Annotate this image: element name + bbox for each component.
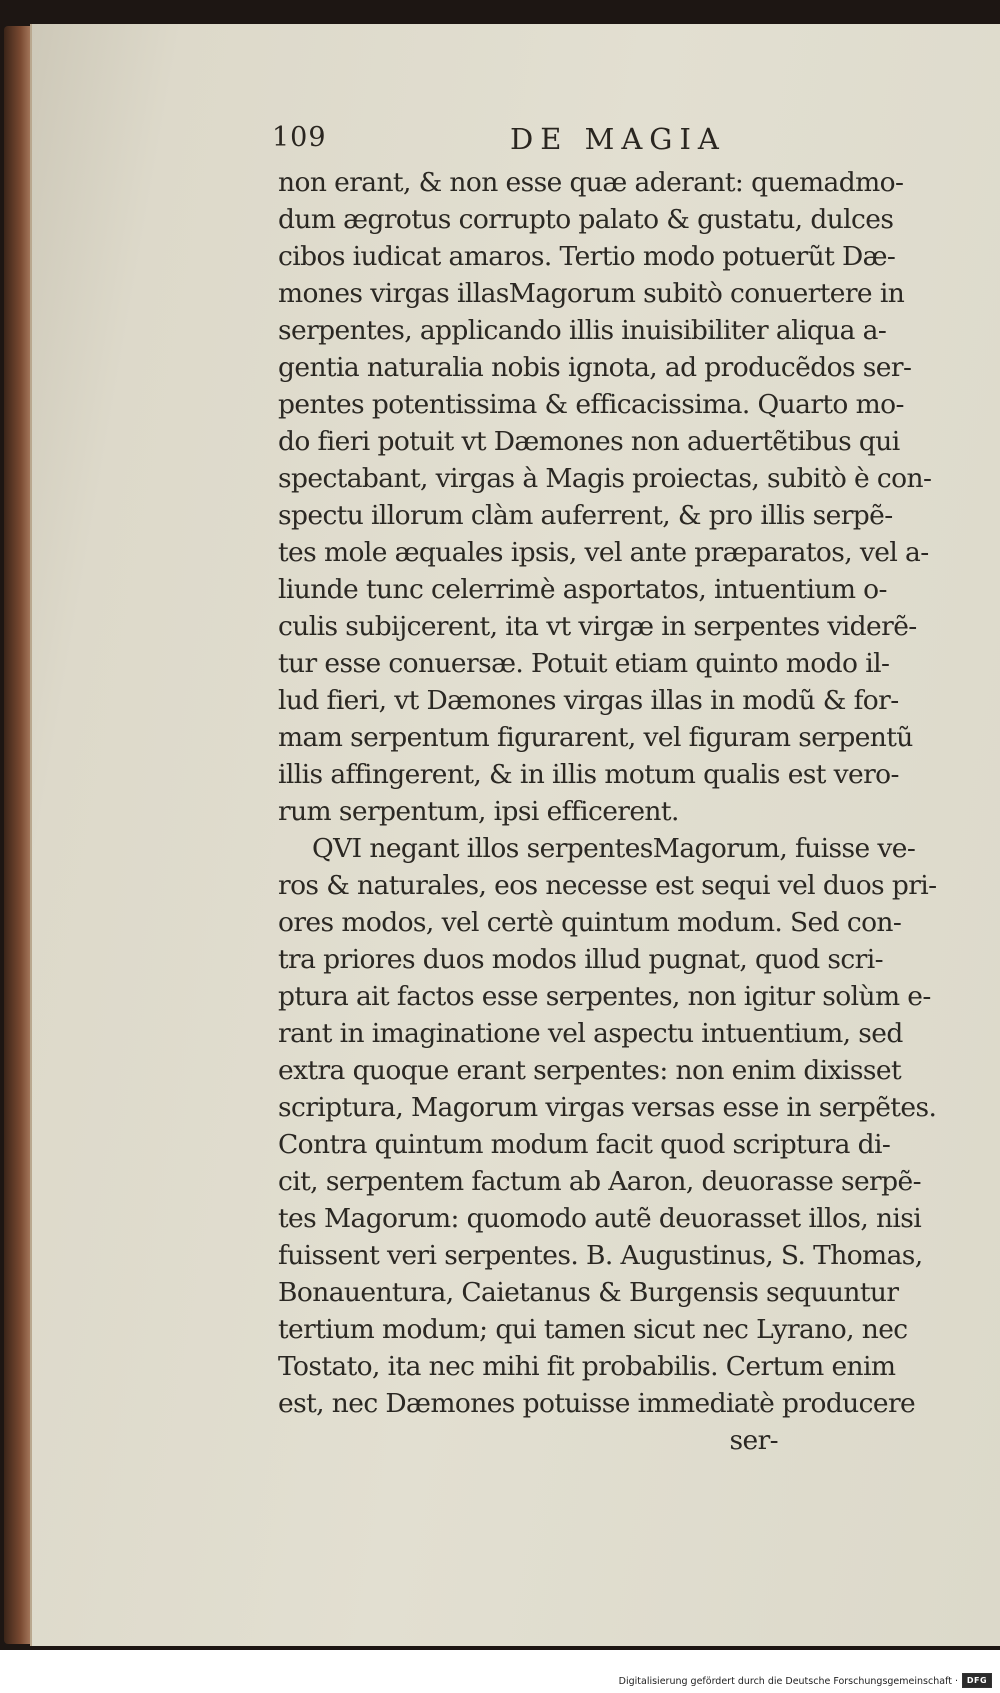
text-line: tra priores duos modos illud pugnat, quod scri-	[278, 944, 883, 975]
text-line: fuissent veri serpentes. B. Augustinus, S. Thomas,	[278, 1240, 923, 1271]
text-line: Tostato, ita nec mihi fit probabilis. Certum enim	[278, 1351, 896, 1382]
text-line: Contra quintum modum facit quod scriptura di-	[278, 1129, 891, 1160]
text-line: est, nec Dæmones potuisse immediatè producere	[278, 1388, 916, 1419]
digitization-credit: Digitalisierung gefördert durch die Deutsche Forschungsgemeinschaft ·	[618, 1676, 958, 1687]
text-line: ptura ait factos esse serpentes, non igitur solùm e-	[278, 981, 931, 1012]
text-line: ros & naturales, eos necesse est sequi vel duos pri-	[278, 870, 937, 901]
text-line: extra quoque erant serpentes: non enim dixisset	[278, 1055, 902, 1086]
text-line: tes mole æquales ipsis, vel ante præparatos, vel a-	[278, 537, 929, 568]
text-line: spectabant, virgas à Magis proiectas, subitò è con-	[278, 463, 932, 494]
running-head	[272, 122, 792, 162]
text-line: illis affingerent, & in illis motum qualis est vero-	[278, 759, 899, 790]
text-line: gentia naturalia nobis ignota, ad producẽdos ser-	[278, 352, 912, 383]
text-line: cit, serpentem factum ab Aaron, deuorasse serpẽ-	[278, 1166, 921, 1197]
text-line: serpentes, applicando illis inuisibiliter aliqua a-	[278, 315, 887, 346]
text-line: culis subijcerent, ita vt virgæ in serpentes viderẽ-	[278, 611, 917, 642]
text-line: pentes potentissima & efficacissima. Quarto mo-	[278, 389, 904, 420]
text-line: lud fieri, vt Dæmones virgas illas in modũ & for-	[278, 685, 899, 716]
text-line: scriptura, Magorum virgas versas esse in serpẽtes.	[278, 1092, 937, 1123]
dfg-logo-icon: DFG	[962, 1673, 992, 1688]
text-line: cibos iudicat amaros. Tertio modo potuerũt Dæ-	[278, 241, 896, 272]
text-line: tur esse conuersæ. Potuit etiam quinto modo il-	[278, 648, 890, 679]
text-line: ores modos, vel certè quintum modum. Sed con-	[278, 907, 902, 938]
text-line: non erant, & non esse quæ aderant: quemadmo-	[278, 167, 904, 198]
text-line: spectu illorum clàm auferrent, & pro illis serpẽ-	[278, 500, 893, 531]
text-line: mam serpentum figurarent, vel figuram serpentũ	[278, 722, 913, 753]
body-text	[278, 164, 937, 1459]
text-line: rant in imaginatione vel aspectu intuentium, sed	[278, 1018, 903, 1049]
paragraph-start-line: QVI negant illos serpentesMagorum, fuisse ve-	[312, 833, 916, 864]
text-line: Bonauentura, Caietanus & Burgensis sequuntur	[278, 1277, 899, 1308]
text-line: do fieri potuit vt Dæmones non aduertẽtibus qui	[278, 426, 900, 457]
text-line: tes Magorum: quomodo autẽ deuorasset illos, nisi	[278, 1203, 922, 1234]
text-line: mones virgas illasMagorum subitò conuertere in	[278, 278, 905, 309]
text-line: rum serpentum, ipsi efficerent.	[278, 796, 679, 827]
text-line: tertium modum; qui tamen sicut nec Lyrano, nec	[278, 1314, 908, 1345]
catchword: ser-	[729, 1425, 778, 1456]
text-line: liunde tunc celerrimè asportatos, intuentium o-	[278, 574, 887, 605]
running-title: DE MAGIA	[510, 122, 726, 156]
page-number: 109	[272, 122, 327, 153]
text-line: dum ægrotus corrupto palato & gustatu, dulces	[278, 204, 894, 235]
